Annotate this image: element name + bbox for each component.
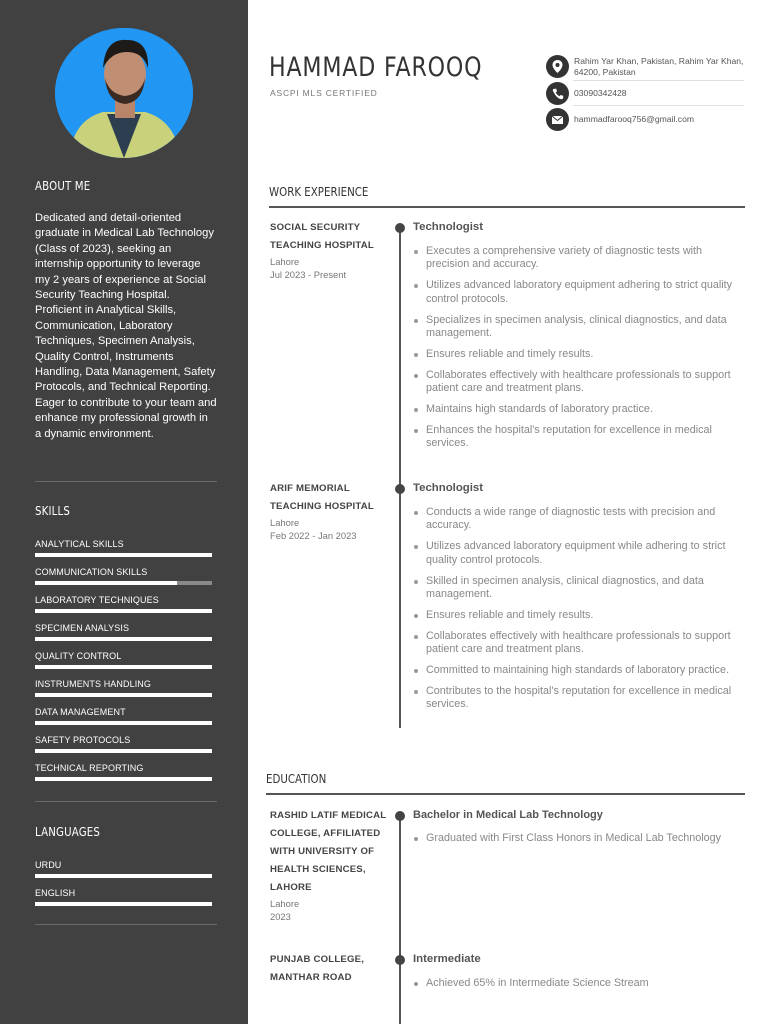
skill-item <box>35 888 212 906</box>
list-item: Executes a comprehensive variety of diagnostic tests with precision and accuracy. <box>413 245 743 272</box>
skill-bar-track <box>35 693 212 697</box>
skill-label: LABORATORY TECHNIQUES <box>35 595 159 605</box>
skill-bar-track <box>35 665 212 669</box>
skill-item <box>35 567 212 585</box>
skill-bar-fill <box>35 902 212 906</box>
skill-label: SPECIMEN ANALYSIS <box>35 623 130 633</box>
envelope-icon <box>546 108 569 131</box>
skill-label: COMMUNICATION SKILLS <box>35 567 148 577</box>
org-name: PUNJAB COLLEGE, MANTHAR ROAD <box>270 954 365 983</box>
org-name: SOCIAL SECURITY TEACHING HOSPITAL <box>270 222 374 251</box>
skill-item <box>35 623 212 641</box>
list-item: Enhances the hospital's reputation for excellence in medical services. <box>413 424 743 451</box>
address-text: Rahim Yar Khan, Pakistan, Rahim Yar Khan, 64200, Pakistan <box>574 56 744 77</box>
location-pin-icon <box>546 55 569 78</box>
sidebar <box>0 0 248 1024</box>
list-item: Collaborates effectively with healthcare professionals to support patient care and treatment plans. <box>413 630 743 657</box>
skill-bar-fill <box>35 581 177 585</box>
skill-bar-fill <box>35 721 212 725</box>
timeline-dot <box>395 223 405 233</box>
skills-title: SKILLS <box>35 504 71 518</box>
skill-bar-fill <box>35 553 212 557</box>
contact-email[interactable] <box>546 108 744 131</box>
skill-label: DATA MANAGEMENT <box>35 707 126 717</box>
timeline-dot <box>395 484 405 494</box>
phone-text: 03090342428 <box>574 88 627 98</box>
candidate-subtitle: ASCPI MLS CERTIFIED <box>270 88 378 98</box>
skill-bar-fill <box>35 777 212 781</box>
org-name: ARIF MEMORIAL TEACHING HOSPITAL <box>270 483 374 512</box>
edu-1-degree: Bachelor in Medical Lab Technology <box>413 809 603 821</box>
skill-label: QUALITY CONTROL <box>35 651 122 661</box>
about-title: ABOUT ME <box>35 179 91 193</box>
skill-bar-track <box>35 721 212 725</box>
skill-item <box>35 763 212 781</box>
list-item: Contributes to the hospital's reputation for excellence in medical services. <box>413 685 743 712</box>
contact-divider <box>573 80 744 81</box>
job-dates: Feb 2022 - Jan 2023 <box>270 530 357 541</box>
skill-bar-track <box>35 749 212 753</box>
timeline-dot <box>395 955 405 965</box>
skill-bar-track <box>35 874 212 878</box>
list-item: Maintains high standards of laboratory practice. <box>413 403 743 416</box>
contact-phone[interactable] <box>546 82 744 105</box>
skill-item <box>35 595 212 613</box>
contact-address <box>546 55 744 78</box>
profile-photo <box>55 28 193 158</box>
job-dates: Jul 2023 - Present <box>270 269 347 280</box>
skill-label: URDU <box>35 860 62 870</box>
list-item: Achieved 65% in Intermediate Science Stream <box>413 977 743 990</box>
skill-bar-track <box>35 902 212 906</box>
skill-label: TECHNICAL REPORTING <box>35 763 144 773</box>
timeline-line <box>399 815 401 1024</box>
candidate-name: HAMMAD FAROOQ <box>269 52 483 83</box>
list-item: Utilizes advanced laboratory equipment adhering to strict quality control protocols. <box>413 279 743 306</box>
list-item: Committed to maintaining high standards of laboratory practice. <box>413 664 743 677</box>
job-1-bullets <box>413 245 743 458</box>
job-2-org <box>270 480 390 542</box>
job-2-role: Technologist <box>413 482 484 494</box>
work-experience-title: WORK EXPERIENCE <box>269 184 369 199</box>
job-1-role: Technologist <box>413 221 484 233</box>
edu-2-degree: Intermediate <box>413 953 481 965</box>
skill-bar-fill <box>35 693 212 697</box>
edu-dates: 2023 <box>270 911 291 922</box>
education-title: EDUCATION <box>266 771 327 786</box>
skill-bar-fill <box>35 609 212 613</box>
job-2-bullets <box>413 506 743 719</box>
skill-bar-track <box>35 609 212 613</box>
org-city: Lahore <box>270 517 300 528</box>
list-item: Ensures reliable and timely results. <box>413 609 743 622</box>
skill-item <box>35 539 212 557</box>
skill-bar-track <box>35 581 212 585</box>
skill-label: SAFETY PROTOCOLS <box>35 735 131 745</box>
languages-title: LANGUAGES <box>35 825 101 839</box>
contact-divider <box>573 105 744 106</box>
skill-item <box>35 735 212 753</box>
skill-item <box>35 679 212 697</box>
skill-item <box>35 860 212 878</box>
timeline-line <box>399 228 401 728</box>
section-rule <box>266 793 745 795</box>
skill-bar-track <box>35 637 212 641</box>
skill-item <box>35 707 212 725</box>
about-text: Dedicated and detail-oriented graduate in Medical Lab Technology (Class of 2023), seeking an internship opportunity to leverage my 2 years of experience at Social Security Teaching Hospital. Proficient in Analytical Skills, Communication, Laboratory Techniques, Specimen Analysis, Quality Control, Instruments Handling, Data Management, Safety Protocols, and Technical Reporting. Eager to contribute to your team and enhance my professional growth in a dynamic environment. <box>35 212 217 440</box>
skill-bar-track <box>35 553 212 557</box>
job-1-org <box>270 219 390 281</box>
edu-1-org <box>270 807 390 923</box>
list-item: Skilled in specimen analysis, clinical diagnostics, and data management. <box>413 575 743 602</box>
org-name: RASHID LATIF MEDICAL COLLEGE, AFFILIATED WITH UNIVERSITY OF HEALTH SCIENCES, LAHORE <box>270 810 387 893</box>
skill-label: INSTRUMENTS HANDLING <box>35 679 152 689</box>
divider <box>35 924 217 925</box>
divider <box>35 481 217 482</box>
list-item: Conducts a wide range of diagnostic tests with precision and accuracy. <box>413 506 743 533</box>
list-item: Utilizes advanced laboratory equipment while adhering to strict quality control protocols. <box>413 540 743 567</box>
skill-label: ENGLISH <box>35 888 76 898</box>
timeline-dot <box>395 811 405 821</box>
skill-bar-fill <box>35 874 212 878</box>
org-city: Lahore <box>270 898 300 909</box>
edu-2-org <box>270 951 390 987</box>
list-item: Collaborates effectively with healthcare professionals to support patient care and treatment plans. <box>413 369 743 396</box>
phone-icon <box>546 82 569 105</box>
skill-label: ANALYTICAL SKILLS <box>35 539 124 549</box>
email-text: hammadfarooq756@gmail.com <box>574 114 695 124</box>
edu-2-bullets <box>413 977 743 998</box>
org-city: Lahore <box>270 256 300 267</box>
skill-bar-fill <box>35 637 212 641</box>
edu-1-bullets <box>413 832 743 853</box>
section-rule <box>269 206 745 208</box>
skill-bar-track <box>35 777 212 781</box>
skill-bar-fill <box>35 665 212 669</box>
divider <box>35 801 217 802</box>
skill-item <box>35 651 212 669</box>
list-item: Graduated with First Class Honors in Medical Lab Technology <box>413 832 743 845</box>
list-item: Specializes in specimen analysis, clinical diagnostics, and data management. <box>413 314 743 341</box>
list-item: Ensures reliable and timely results. <box>413 348 743 361</box>
skill-bar-fill <box>35 749 212 753</box>
